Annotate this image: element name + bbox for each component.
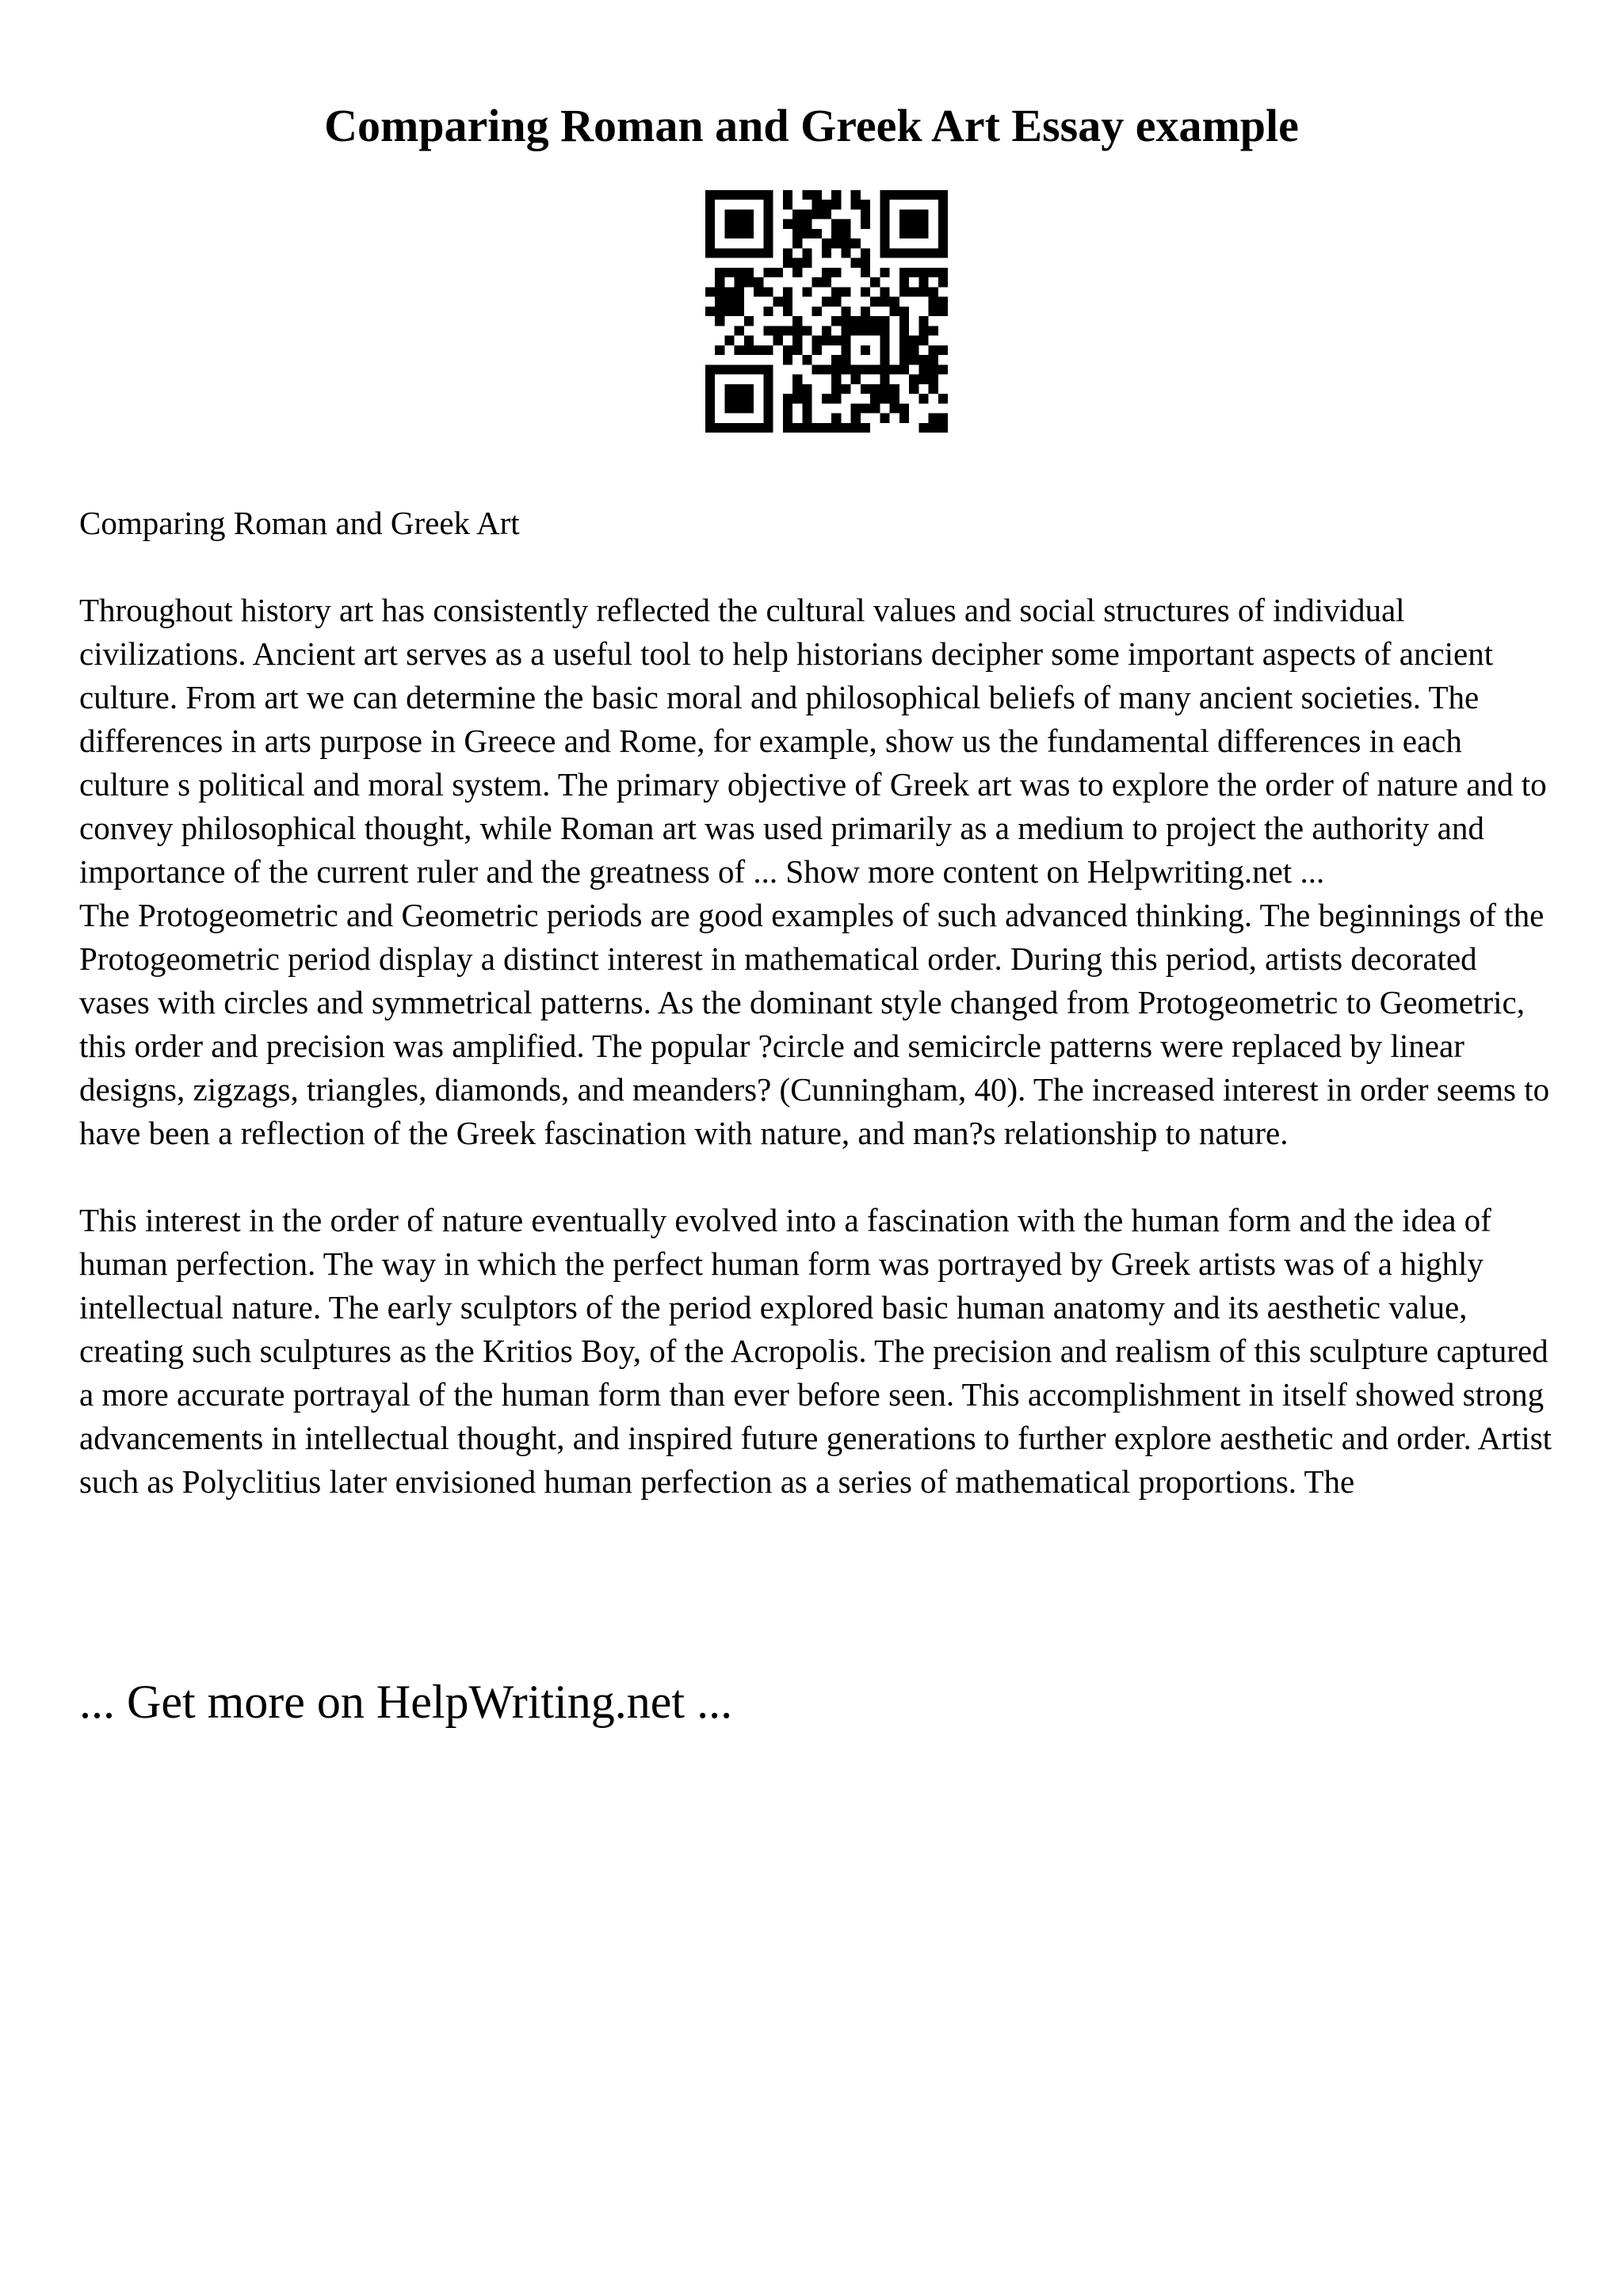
document-subtitle: Comparing Roman and Greek Art	[79, 505, 520, 541]
paragraph-human-form: This interest in the order of nature eventually evolved into a fascination with the human form and the idea of human perfection. The way in which the perfect human form was portrayed by Greek artists was of a highly intellectual nature. The early sculptors of the period explored basic human anatomy and its aesthetic value, creating such sculptures as the Kritios Boy, of the Acropolis. The precision and realism of this sculpture captured a more accurate portrayal of the human form than ever before seen. This accomplishment in itself showed strong advancements in intellectual thought, and inspired future generations to further explore aesthetic and order. Artist such as Polyclitius later envisioned human perfection as a series of mathematical proportions. The	[79, 1202, 1552, 1500]
qr-code-icon	[705, 190, 948, 433]
document-body	[79, 502, 1553, 1504]
paragraph-spacer	[79, 1155, 1553, 1199]
paragraph-spacer	[79, 545, 1553, 589]
paragraph-geometric: The Protogeometric and Geometric periods are good examples of such advanced thinking. The beginnings of the Protogeometric period display a distinct interest in mathematical order. During this period, artists decorated vases with circles and symmetrical patterns. As the dominant style changed from Protogeometric to Geometric, this order and precision was amplified. The popular ?circle and semicircle patterns were replaced by linear designs, zigzags, triangles, diamonds, and meanders? (Cunningham, 40). The increased interest in order seems to have been a reflection of the Greek fascination with nature, and man?s relationship to nature.	[79, 897, 1550, 1151]
get-more-link[interactable]: ... Get more on HelpWriting.net ...	[79, 1676, 733, 1728]
paragraph-intro: Throughout history art has consistently reflected the cultural values and social structures of individual civilizations. Ancient art serves as a useful tool to help historians decipher some important aspects of ancient culture. From art we can determine the basic moral and philosophical beliefs of many ancient societies. The differences in arts purpose in Greece and Rome, for example, show us the fundamental differences in each culture s political and moral system. The primary objective of Greek art was to explore the order of nature and to convey philosophical thought, while Roman art was used primarily as a medium to project the authority and importance of the current ruler and the greatness of ... Show more content on Helpwriting.net ...	[79, 592, 1547, 890]
document-title: Comparing Roman and Greek Art Essay example	[324, 100, 1299, 151]
